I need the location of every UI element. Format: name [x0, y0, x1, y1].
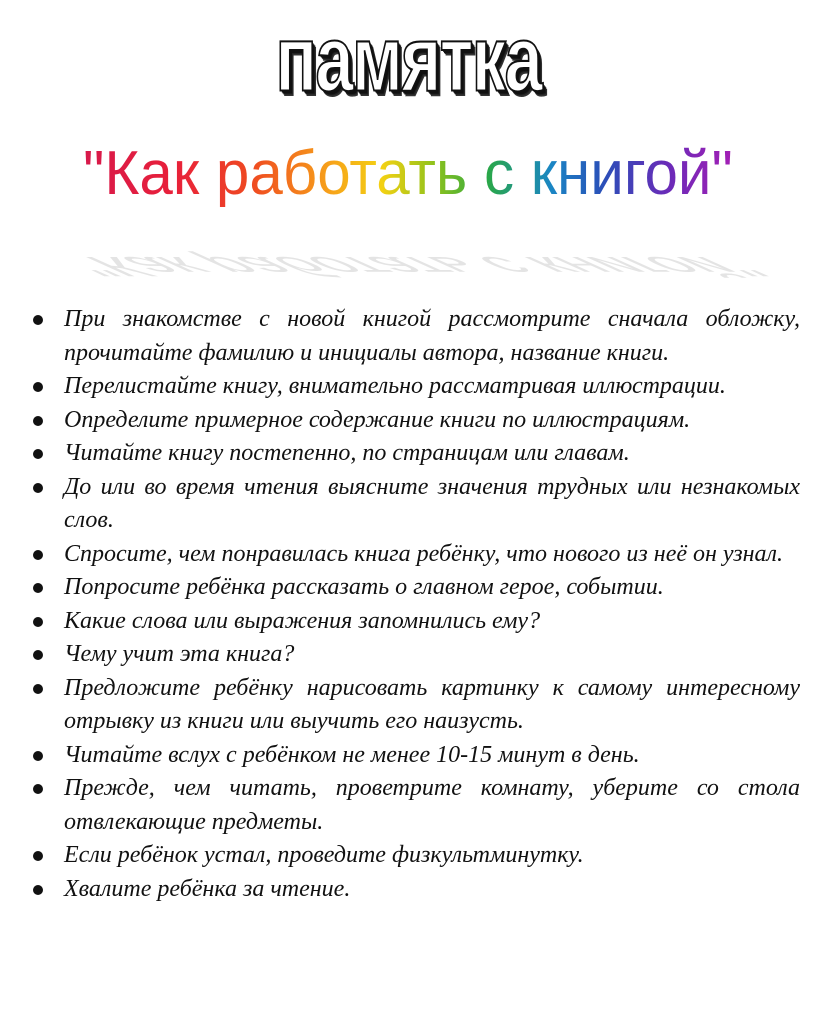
bullet-icon: [33, 382, 43, 392]
bullet-icon: [33, 483, 43, 493]
page-title: памятка: [275, 6, 541, 111]
tip-text: До или во время чтения выясните значения трудных или незнакомых слов.: [64, 473, 800, 533]
bullet-icon: [33, 617, 43, 627]
bullet-icon: [33, 550, 43, 560]
bullet-icon: [33, 449, 43, 459]
list-item: [30, 437, 800, 471]
bullet-icon: [33, 416, 43, 426]
tip-text: Прежде, чем читать, проветрите комнату, уберите со стола отвлекающие предметы.: [64, 775, 800, 835]
tip-text: Чему учит эта книга?: [64, 641, 295, 667]
subtitle-block: [0, 138, 816, 210]
tip-text: Попросите ребёнка рассказать о главном герое, событии.: [64, 574, 664, 600]
list-item: [30, 404, 800, 438]
tip-text: Какие слова или выражения запомнились ему?: [64, 607, 541, 634]
tip-text: При знакомстве с новой книгой рассмотрите сначала обложку, прочитайте фамилию и инициалы автора, название книги.: [64, 306, 800, 366]
tip-text: Спросите, чем понравилась книга ребёнку, что нового из неё он узнал.: [64, 540, 783, 567]
bullet-icon: [33, 650, 43, 660]
title-block: [0, 6, 816, 111]
list-item: [30, 839, 800, 873]
tip-text: Если ребёнок устал, проведите физкультминутку.: [64, 842, 584, 868]
tip-text: Читайте вслух с ребёнком не менее 10-15 минут в день.: [64, 741, 640, 768]
list-item: [30, 672, 800, 739]
list-item: [30, 303, 800, 370]
list-item: [30, 739, 800, 773]
list-item: [30, 772, 800, 839]
bullet-icon: [33, 315, 43, 325]
bullet-icon: [33, 851, 43, 861]
bullet-icon: [33, 784, 43, 794]
list-item: [30, 873, 800, 907]
list-item: [30, 571, 800, 605]
list-item: [30, 370, 800, 404]
tip-text: Определите примерное содержание книги по иллюстрациям.: [64, 406, 691, 433]
bullet-icon: [33, 885, 43, 895]
subtitle-reflection-text: "Как работать с книгой": [45, 250, 784, 282]
list-item: [30, 638, 800, 672]
tip-text: Предложите ребёнку нарисовать картинку к самому интересному отрывку из книги или выучить его наизусть.: [64, 674, 800, 734]
bullet-icon: [33, 751, 43, 761]
bullet-icon: [33, 684, 43, 694]
list-item: [30, 605, 800, 639]
tip-text: Читайте книгу постепенно, по страницам или главам.: [64, 440, 630, 466]
bullet-icon: [33, 583, 43, 593]
list-item: [30, 538, 800, 572]
tip-text: Перелистайте книгу, внимательно рассматривая иллюстрации.: [64, 373, 726, 399]
tips-list: [30, 303, 800, 906]
tip-text: Хвалите ребёнка за чтение.: [64, 875, 351, 902]
list-item: [30, 471, 800, 538]
page-subtitle: "Как работать с книгой": [83, 139, 733, 208]
